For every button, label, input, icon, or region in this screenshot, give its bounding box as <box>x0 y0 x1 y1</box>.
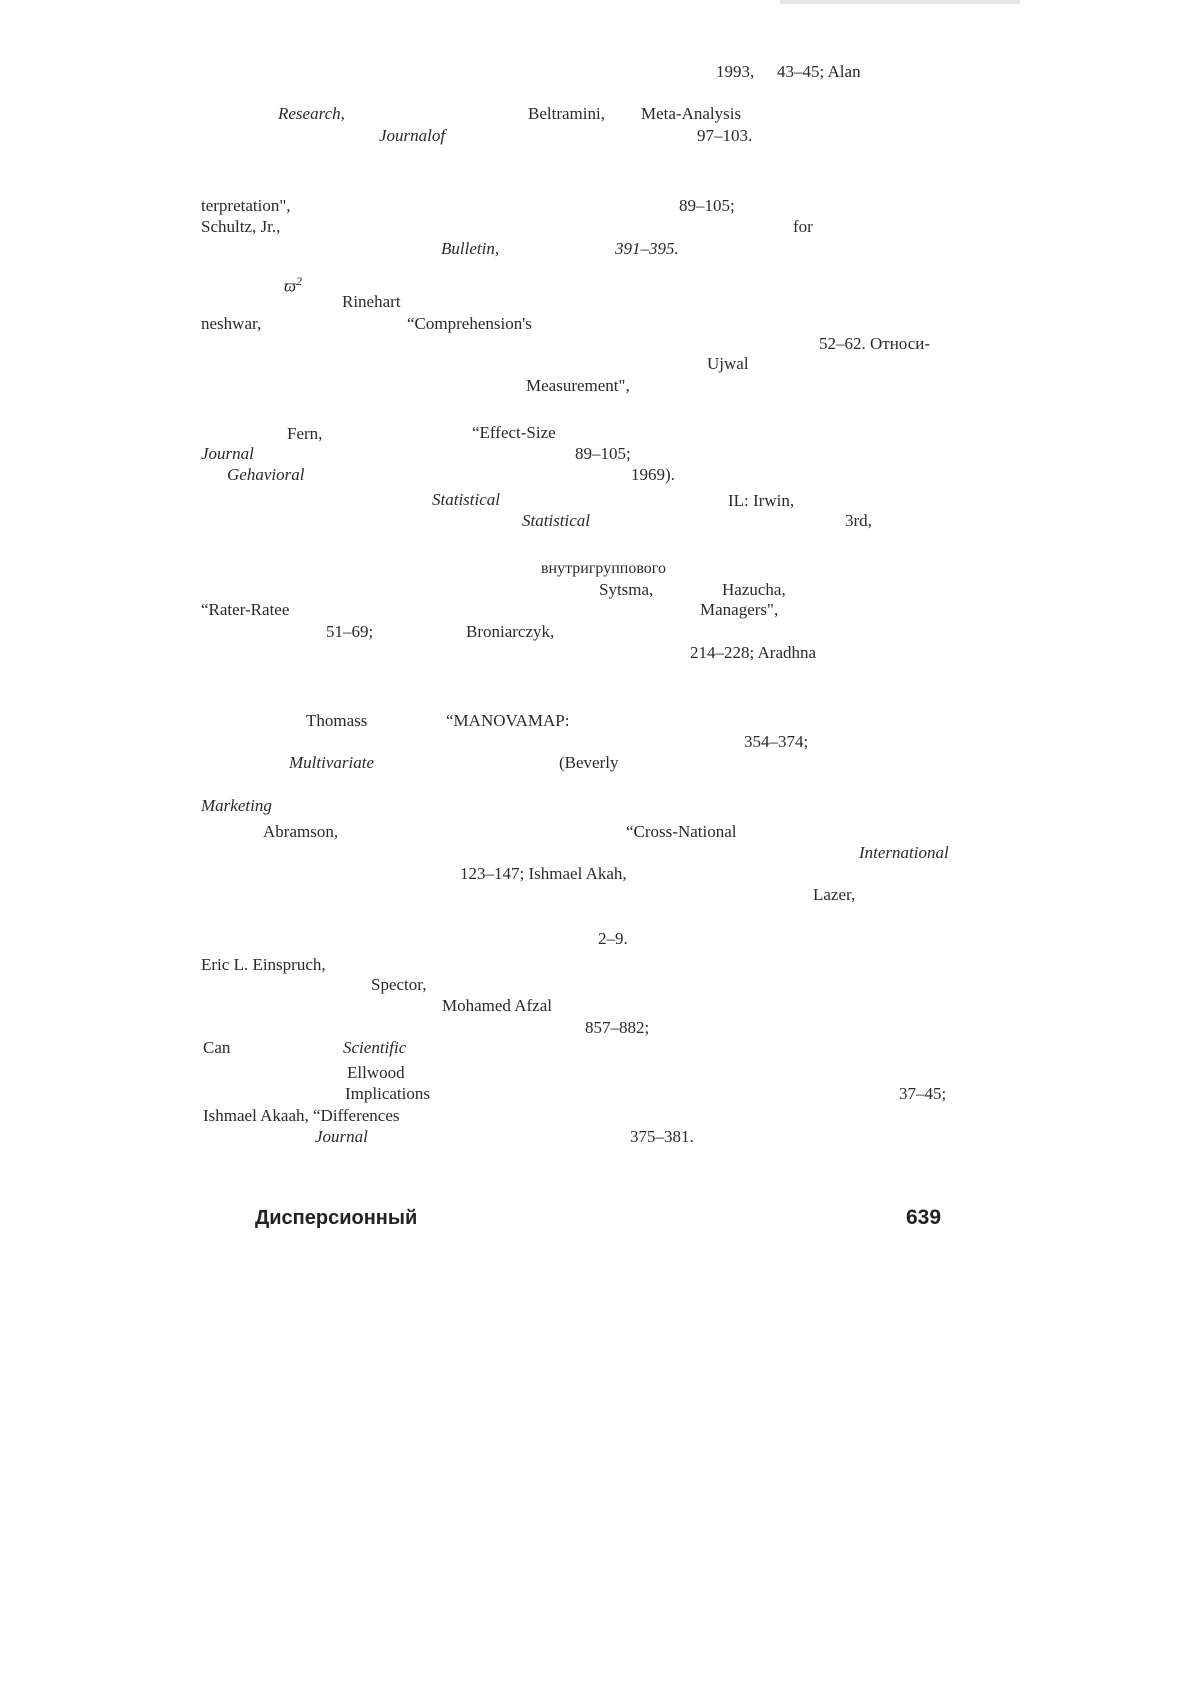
text-fragment: Sytsma, <box>599 580 654 599</box>
text-fragment: Abramson, <box>263 822 339 841</box>
text-fragment: Multivariate <box>289 753 374 772</box>
text-fragment: 857–882; <box>585 1018 650 1037</box>
text-fragment: (Beverly <box>559 753 619 772</box>
text-fragment: Measurement", <box>526 376 630 395</box>
text-fragment: 354–374; <box>744 732 809 751</box>
superscript-two: 2 <box>296 274 303 288</box>
text-fragment: Journalof <box>379 126 446 145</box>
text-fragment: 2–9. <box>598 929 628 948</box>
scan-edge-shade <box>780 0 1020 4</box>
text-fragment: 43–45; Alan <box>777 62 861 81</box>
text-fragment: “Effect-Size <box>472 423 556 442</box>
text-fragment: 214–228; Aradhna <box>690 643 817 662</box>
text-fragment: 1969). <box>631 465 675 484</box>
text-fragment: Managers", <box>700 600 779 619</box>
text-fragment: “Cross-National <box>626 822 737 841</box>
running-footer-title: Дисперсионный <box>255 1207 418 1229</box>
text-fragment: Rinehart <box>342 292 401 311</box>
text-fragment: Broniarczyk, <box>466 622 555 641</box>
text-fragment: 1993, <box>716 62 755 81</box>
text-fragment: Beltramini, <box>528 104 605 123</box>
text-fragment: 37–45; <box>899 1084 947 1103</box>
text-fragment: Ujwal <box>707 354 749 373</box>
page-number: 639 <box>906 1206 942 1229</box>
text-fragment: IL: Irwin, <box>728 491 795 510</box>
text-fragment: Spector, <box>371 975 427 994</box>
text-fragment: Eric L. Einspruch, <box>201 955 326 974</box>
text-fragment: Thomass <box>306 711 368 730</box>
text-fragment: Implications <box>345 1084 430 1103</box>
text-fragment: 391–395. <box>615 239 679 258</box>
text-fragment: Marketing <box>201 796 272 815</box>
omega-symbol: $ϖ^2$ <box>284 274 303 296</box>
text-fragment: Meta-Analysis <box>641 104 742 123</box>
text-fragment: Scientific <box>343 1038 407 1057</box>
text-fragment: for <box>793 217 813 236</box>
text-fragment: 97–103. <box>697 126 753 145</box>
text-fragment: внутригруппового <box>541 560 666 577</box>
text-fragment: Journal <box>201 444 254 463</box>
text-fragment: 3rd, <box>845 511 872 530</box>
text-fragment: Schultz, Jr., <box>201 217 281 236</box>
text-fragment: Fern, <box>287 424 323 443</box>
text-fragment: Gehavioral <box>227 465 305 484</box>
text-fragment: Ishmael Akaah, “Differences <box>203 1106 400 1125</box>
text-fragment: “MANOVAMAP: <box>446 711 570 730</box>
text-fragment: 89–105; <box>575 444 631 463</box>
text-fragment: “Comprehension's <box>407 314 532 333</box>
text-fragment: 123–147; Ishmael Akah, <box>460 864 627 883</box>
text-fragment: 51–69; <box>326 622 374 641</box>
text-fragment: Bulletin, <box>441 239 500 258</box>
text-fragment: Statistical <box>432 490 500 509</box>
text-fragment: Ellwood <box>347 1063 405 1082</box>
text-fragment: terpretation", <box>201 196 291 215</box>
text-fragment: Research, <box>278 104 345 123</box>
text-fragment: Mohamed Afzal <box>442 996 552 1015</box>
text-fragment: Can <box>203 1038 231 1057</box>
text-fragment: Hazucha, <box>722 580 786 599</box>
text-fragment: 52–62. Относи- <box>819 334 931 353</box>
text-fragment: International <box>859 843 949 862</box>
text-fragment: Journal <box>315 1127 368 1146</box>
text-fragment: “Rater-Ratee <box>201 600 290 619</box>
text-fragment: Statistical <box>522 511 590 530</box>
text-fragment: 89–105; <box>679 196 735 215</box>
text-fragment: neshwar, <box>201 314 262 333</box>
text-fragment: 375–381. <box>630 1127 694 1146</box>
text-fragment: Lazer, <box>813 885 856 904</box>
